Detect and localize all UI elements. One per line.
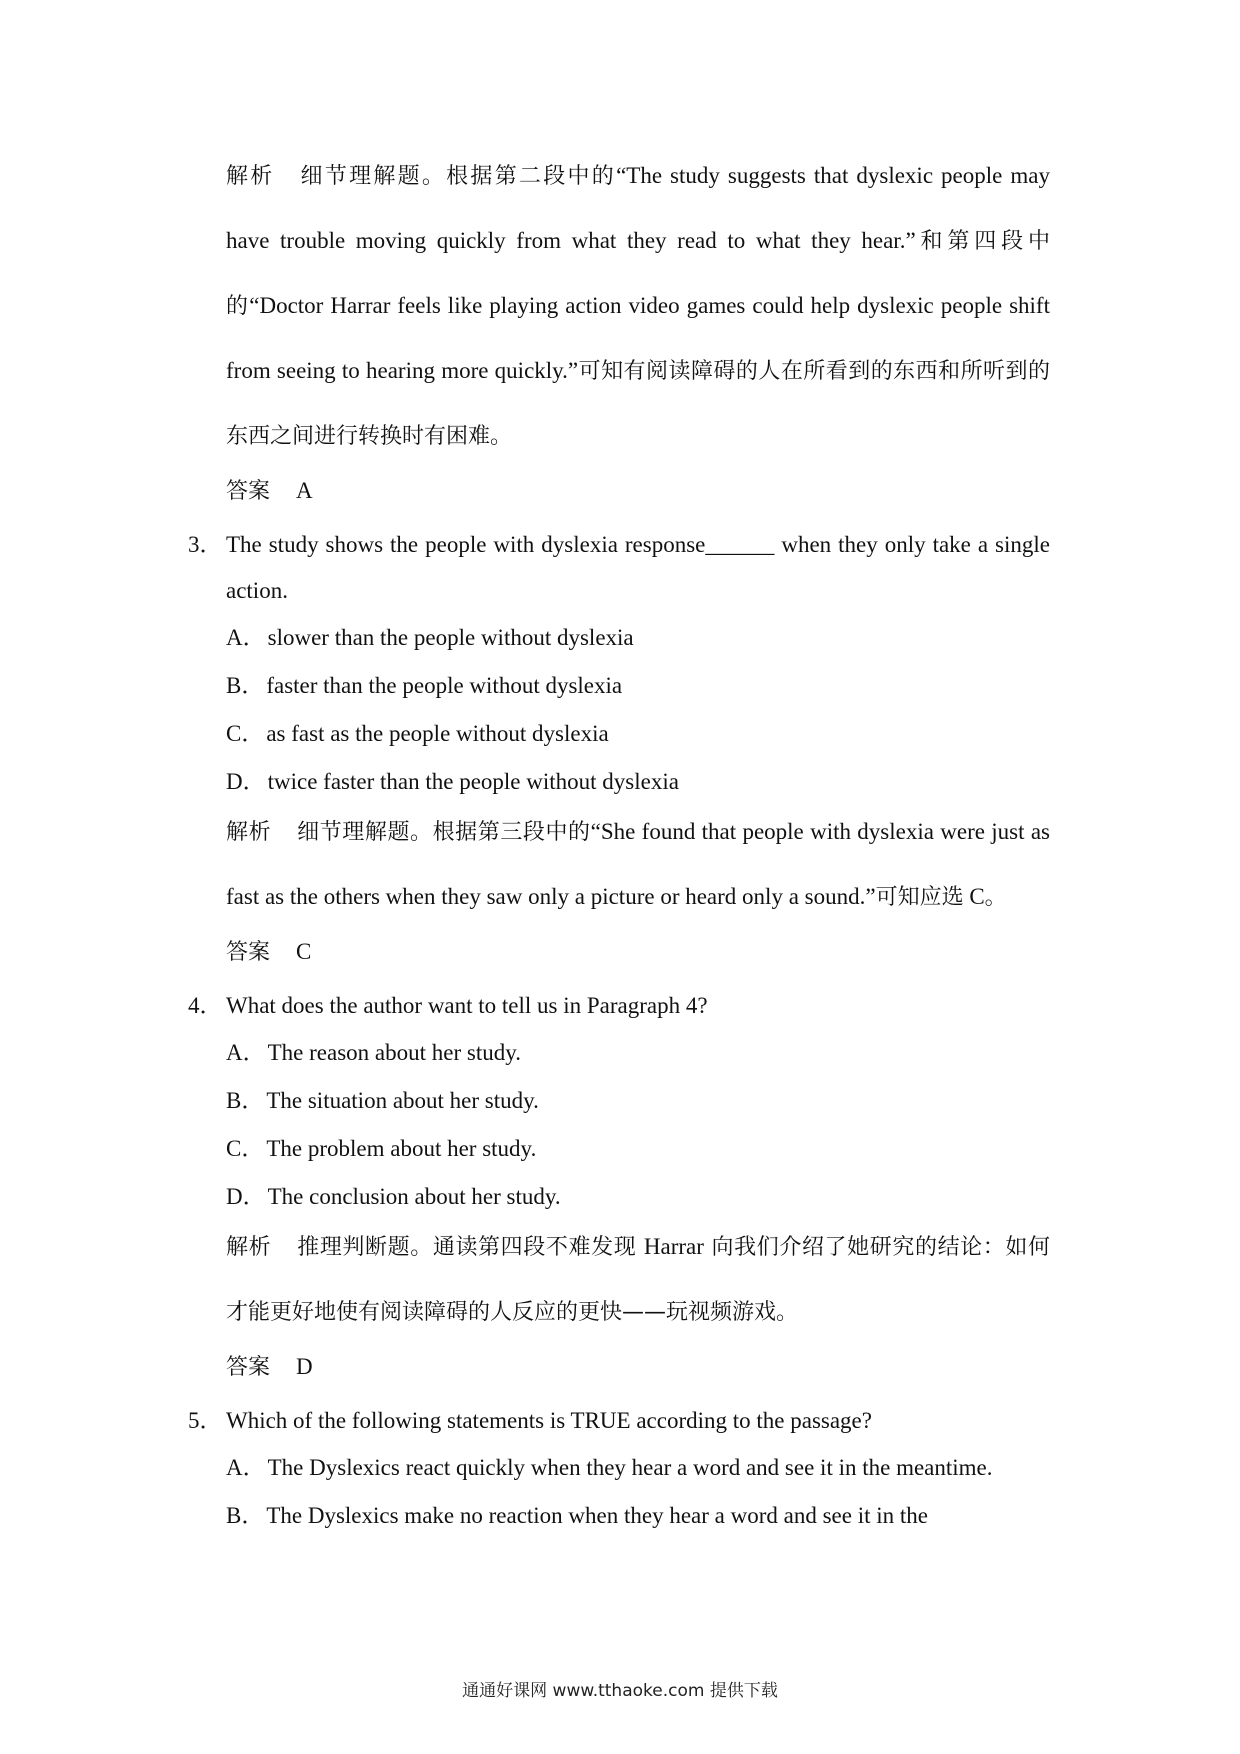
- answer-option: [188, 1173, 1050, 1221]
- option-text: The problem about her study.: [266, 1136, 537, 1161]
- answer-option: [188, 1125, 1050, 1173]
- option-label: D．: [226, 769, 266, 794]
- question-text: Which of the following statements is TRUE according to the passage?: [226, 1408, 872, 1433]
- answer-label: 答案: [226, 940, 271, 965]
- page-content: [188, 150, 1050, 1540]
- option-text: The situation about her study.: [266, 1088, 539, 1113]
- option-text: twice faster than the people without dyslexia: [267, 769, 679, 794]
- answer-option: [188, 1492, 1050, 1540]
- question-stem: [188, 1398, 1050, 1444]
- answer-line: [188, 1347, 1050, 1388]
- answer-option: [188, 758, 1050, 806]
- analysis-text: C: [963, 884, 985, 909]
- option-text: faster than the people without dyslexia: [266, 673, 623, 698]
- analysis-text: 和第四段中的: [226, 229, 1050, 319]
- option-text: The reason about her study.: [267, 1040, 521, 1065]
- answer-label: 答案: [226, 479, 271, 504]
- analysis-text: 细节理解题。根据第二段中的: [300, 164, 617, 189]
- answer-option: [188, 614, 1050, 662]
- question-stem: [188, 983, 1050, 1029]
- option-label: B．: [226, 673, 265, 698]
- page-footer: 通通好课网 www.tthaoke.com 提供下载: [462, 1681, 778, 1701]
- option-label: B．: [226, 1503, 265, 1528]
- option-text: The conclusion about her study.: [267, 1184, 561, 1209]
- option-label: A．: [226, 1040, 266, 1065]
- analysis-label: 解析: [226, 164, 275, 189]
- answer-value: A: [296, 478, 313, 503]
- answer-option: [188, 1029, 1050, 1077]
- answer-label: 答案: [226, 1355, 271, 1380]
- answer-line: [188, 471, 1050, 512]
- analysis-text: 。: [984, 885, 1007, 910]
- option-text: The Dyslexics react quickly when they hear a word and see it in the meantime.: [267, 1455, 993, 1480]
- option-label: C．: [226, 1136, 265, 1161]
- analysis-text: 可知有阅读障碍的人在所看到的东西和所听到的东西之间进行转换时有困难。: [226, 359, 1050, 449]
- option-label: B．: [226, 1088, 265, 1113]
- analysis-text: 向我们介绍了她研究的结论：如何才能更好地使有阅读障碍的人反应的更快——玩视频游戏。: [226, 1235, 1050, 1325]
- question-text: The study shows the people with dyslexia response______ when they only take a single action.: [226, 532, 1050, 603]
- analysis-text: 可知应选: [875, 885, 964, 910]
- answer-option: [188, 1077, 1050, 1125]
- analysis-text: “She found that people with dyslexia were just as fast as the others when they saw only a picture or heard only a sound.”: [226, 819, 1050, 909]
- analysis-paragraph: [188, 144, 1050, 469]
- question-stem: [188, 522, 1050, 614]
- question-number: 5．: [188, 1408, 223, 1433]
- answer-line: [188, 932, 1050, 973]
- analysis-text: “Doctor Harrar feels like playing action video games could help dyslexic people shift from seeing to hearing more quickly.”: [226, 293, 1050, 383]
- answer-option: [188, 710, 1050, 758]
- answer-value: D: [296, 1354, 313, 1379]
- question-number: 3．: [188, 532, 223, 557]
- analysis-label: 解析: [226, 1235, 272, 1260]
- analysis-paragraph: [188, 1215, 1050, 1345]
- answer-option: [188, 662, 1050, 710]
- option-label: A．: [226, 1455, 266, 1480]
- option-label: C．: [226, 721, 265, 746]
- option-label: D．: [226, 1184, 266, 1209]
- option-text: as fast as the people without dyslexia: [266, 721, 609, 746]
- question-text: What does the author want to tell us in Paragraph 4?: [226, 993, 708, 1018]
- question-number: 4．: [188, 993, 223, 1018]
- option-text: The Dyslexics make no reaction when they hear a word and see it in the: [266, 1503, 928, 1528]
- analysis-text: 推理判断题。通读第四段不难发现: [297, 1235, 644, 1260]
- analysis-label: 解析: [226, 820, 272, 845]
- option-label: A．: [226, 625, 266, 650]
- analysis-text: Harrar: [643, 1234, 704, 1259]
- analysis-paragraph: [188, 800, 1050, 930]
- option-text: slower than the people without dyslexia: [267, 625, 634, 650]
- analysis-text: 细节理解题。根据第三段中的: [297, 820, 591, 845]
- analysis-text: “The study suggests that dyslexic people may have trouble moving quickly from what they read to what they hear.”: [226, 163, 1050, 253]
- answer-value: C: [296, 939, 312, 964]
- answer-option: [188, 1444, 1050, 1492]
